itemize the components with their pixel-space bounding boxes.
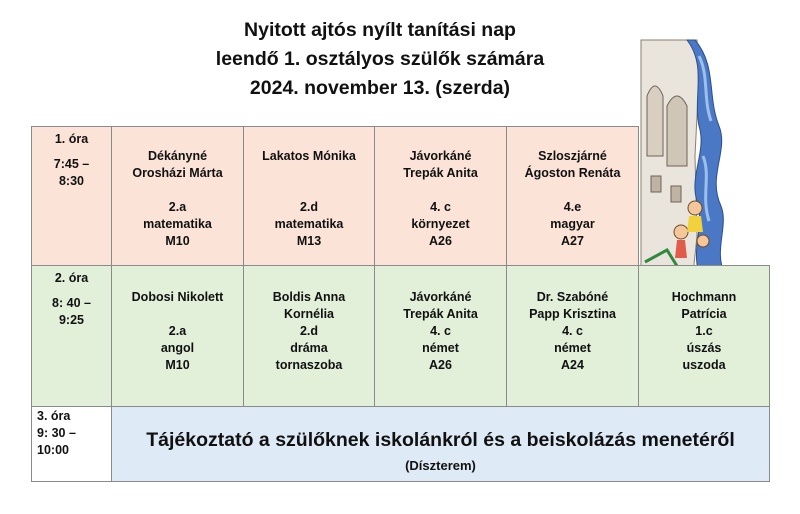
period-1-end: 8:30 [58,174,85,188]
lesson-cell [506,265,639,407]
period-3-end: 10:00 [37,443,69,457]
lesson-cell [374,126,507,266]
lesson-cell [111,265,244,407]
title-line-3: 2024. november 13. (szerda) [249,77,511,99]
subject: dráma [290,341,328,355]
room: M13 [296,234,322,248]
children-drawing-illustration [637,36,729,276]
subject: magyar [550,217,595,231]
teacher-name: Patrícia [681,307,727,321]
info-session-location: (Díszterem) [405,458,476,473]
class-name: 2.a [168,200,187,214]
class-name: 1.c [695,324,713,338]
class-name: 4. c [562,324,583,338]
teacher-name: Dobosi Nikolett [131,290,224,304]
teacher-name: Dékányné [147,149,208,163]
period-3-label: 3. óra [37,409,71,423]
teacher-name: Boldis Anna [272,290,346,304]
teacher-name: Jávorkáné [409,149,472,163]
period-2-end: 9:25 [58,313,85,327]
teacher-name: Dr. Szabóné [536,290,609,304]
class-name: 2.a [168,324,187,338]
subject: angol [160,341,195,355]
teacher-name: Hochmann [671,290,737,304]
lesson-cell [243,265,375,407]
lesson-cell [374,265,507,407]
period-2-label: 2. óra [54,271,89,285]
page-title [150,16,610,103]
subject: német [554,341,591,355]
lesson-cell [111,126,244,266]
lesson-cell [243,126,375,266]
teacher-name: Ágoston Renáta [524,166,621,180]
room: A27 [561,234,584,248]
subject: úszás [686,341,722,355]
teacher-name: Szloszjárné [538,149,607,163]
period-1-label: 1. óra [54,132,89,146]
parent-info-session-cell [111,406,770,482]
room: uszoda [682,358,726,372]
room: A26 [429,358,452,372]
teacher-name [112,306,243,323]
subject: matematika [143,217,212,231]
teacher-name: Jávorkáné [409,290,472,304]
class-name: 4.e [563,200,582,214]
info-session-title: Tájékoztató a szülőknek iskolánkról és a beiskolázás menetéről [146,429,735,451]
teacher-name: Orosházi Márta [132,166,223,180]
class-name: 4. c [430,324,451,338]
teacher-name: Papp Krisztina [529,307,616,321]
period-2-time-cell [31,265,112,407]
room: M10 [165,358,190,372]
period-3-start: 9: 30 – [37,426,76,440]
room: A24 [561,358,584,372]
room: A26 [429,234,452,248]
room: M10 [165,234,190,248]
subject: német [422,341,459,355]
class-name: 2.d [299,200,319,214]
title-line-1: Nyitott ajtós nyílt tanítási nap [244,19,516,41]
period-2-start: 8: 40 – [52,296,91,310]
teacher-name: Kornélia [283,307,334,321]
teacher-name: Trepák Anita [403,307,478,321]
period-1-start: 7:45 – [53,157,90,171]
class-name: 2.d [299,324,319,338]
subject: matematika [274,217,344,231]
period-1-time-cell [31,126,112,266]
room: tornaszoba [275,358,343,372]
lesson-cell [638,265,770,407]
teacher-name: Lakatos Mónika [262,149,356,163]
subject: környezet [411,217,470,231]
title-line-2: leendő 1. osztályos szülők számára [215,48,545,70]
period-3-time-cell [31,406,112,482]
class-name: 4. c [430,200,451,214]
teacher-name [244,165,374,182]
lesson-cell [506,126,639,266]
teacher-name: Trepák Anita [403,166,478,180]
